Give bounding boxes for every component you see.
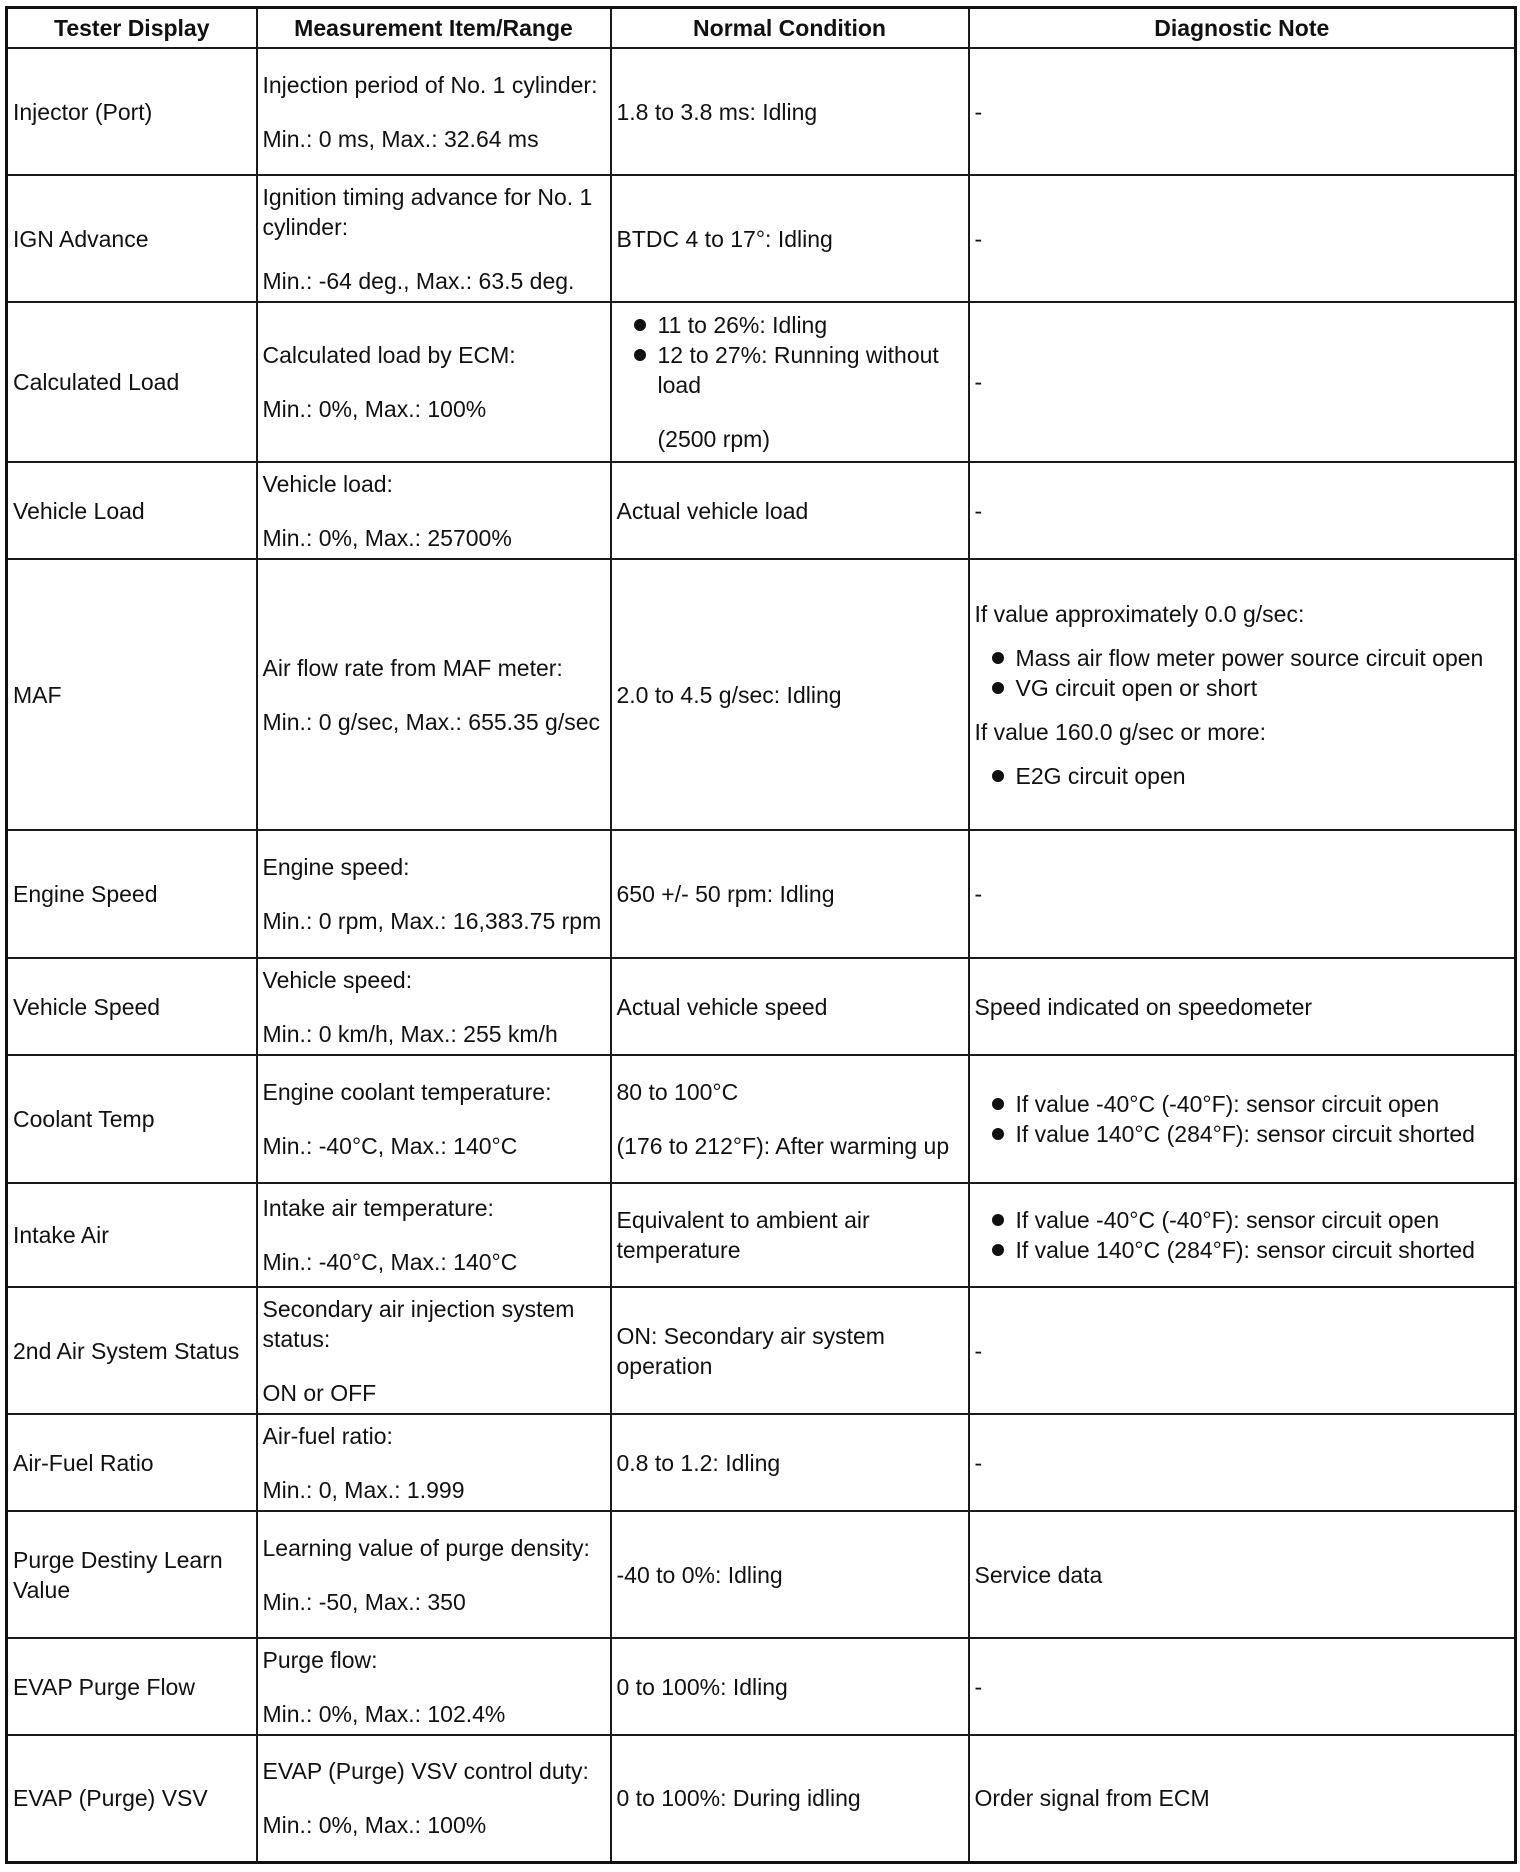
note-intro: If value approximately 0.0 g/sec: <box>974 600 1305 627</box>
note-bullet-list <box>975 643 1510 703</box>
normal-condition-line: 80 to 100°C <box>616 1079 739 1105</box>
list-item: If value -40°C (-40°F): sensor circuit open <box>975 1089 1510 1119</box>
cell-tester-display: Purge Destiny Learn Value <box>7 1511 257 1638</box>
cell-normal-condition: 650 +/- 50 rpm: Idling <box>611 830 969 958</box>
cell-normal-condition <box>611 1055 969 1183</box>
cell-tester-display: Vehicle Speed <box>7 958 257 1055</box>
cell-measurement <box>257 1183 611 1287</box>
cell-diagnostic-note: - <box>969 1414 1516 1511</box>
table-row <box>7 1511 1516 1638</box>
header-tester-display: Tester Display <box>7 8 257 49</box>
measurement-item: Injection period of No. 1 cylinder: <box>262 71 598 98</box>
cell-measurement <box>257 1735 611 1862</box>
measurement-item: Calculated load by ECM: <box>262 342 516 368</box>
note-bullet-list <box>975 761 1510 791</box>
cell-normal-condition: BTDC 4 to 17°: Idling <box>611 175 969 302</box>
measurement-range: Min.: 0%, Max.: 100% <box>262 396 487 422</box>
table-row <box>7 958 1516 1055</box>
cell-normal-condition <box>611 302 969 462</box>
cell-measurement <box>257 48 611 175</box>
header-measurement-item: Measurement Item/Range <box>257 8 611 49</box>
cell-tester-display: MAF <box>7 559 257 830</box>
cell-diagnostic-note <box>969 1183 1516 1287</box>
measurement-range: Min.: 0%, Max.: 102.4% <box>262 1700 506 1727</box>
measurement-item: Engine coolant temperature: <box>262 1079 552 1105</box>
table-row <box>7 302 1516 462</box>
normal-condition-line: (176 to 212°F): After warming up <box>616 1133 950 1159</box>
cell-tester-display: Engine Speed <box>7 830 257 958</box>
list-item: If value 140°C (284°F): sensor circuit shorted <box>975 1235 1510 1265</box>
data-list-table <box>5 6 1517 1864</box>
measurement-item: Vehicle load: <box>262 470 393 497</box>
cell-normal-condition: 2.0 to 4.5 g/sec: Idling <box>611 559 969 830</box>
cell-normal-condition: 0 to 100%: During idling <box>611 1735 969 1862</box>
cell-tester-display: Vehicle Load <box>7 462 257 559</box>
header-normal-condition: Normal Condition <box>611 8 969 49</box>
cell-normal-condition: 1.8 to 3.8 ms: Idling <box>611 48 969 175</box>
table-row <box>7 1183 1516 1287</box>
measurement-range: Min.: 0 rpm, Max.: 16,383.75 rpm <box>262 908 602 934</box>
table-row <box>7 1287 1516 1414</box>
cell-measurement <box>257 1287 611 1414</box>
cell-tester-display: 2nd Air System Status <box>7 1287 257 1414</box>
table-row <box>7 1638 1516 1735</box>
cell-measurement <box>257 1055 611 1183</box>
measurement-range: Min.: 0%, Max.: 100% <box>262 1812 487 1839</box>
cell-tester-display: Coolant Temp <box>7 1055 257 1183</box>
measurement-item: Engine speed: <box>262 854 410 880</box>
cell-measurement <box>257 1511 611 1638</box>
normal-bullet-list <box>617 310 963 400</box>
cell-diagnostic-note: - <box>969 48 1516 175</box>
note-bullet-list <box>975 1089 1510 1149</box>
cell-tester-display: Intake Air <box>7 1183 257 1287</box>
measurement-range: ON or OFF <box>262 1379 377 1406</box>
cell-normal-condition: Equivalent to ambient air temperature <box>611 1183 969 1287</box>
cell-tester-display: Injector (Port) <box>7 48 257 175</box>
list-item: VG circuit open or short <box>975 673 1510 703</box>
measurement-range: Min.: 0 km/h, Max.: 255 km/h <box>262 1020 558 1047</box>
cell-diagnostic-note <box>969 559 1516 830</box>
cell-diagnostic-note: Service data <box>969 1511 1516 1638</box>
normal-condition-extra: (2500 rpm) <box>657 426 770 452</box>
measurement-item: Intake air temperature: <box>262 1195 494 1221</box>
table-row <box>7 830 1516 958</box>
cell-measurement <box>257 302 611 462</box>
cell-normal-condition: ON: Secondary air system operation <box>611 1287 969 1414</box>
measurement-item: Air-fuel ratio: <box>262 1422 393 1449</box>
measurement-range: Min.: 0, Max.: 1.999 <box>262 1476 465 1503</box>
table-row <box>7 1414 1516 1511</box>
list-item: 11 to 26%: Idling <box>617 310 963 340</box>
measurement-item: Ignition timing advance for No. 1 cylinder: <box>262 183 593 240</box>
measurement-range: Min.: -40°C, Max.: 140°C <box>262 1133 518 1159</box>
measurement-range: Min.: 0 ms, Max.: 32.64 ms <box>262 125 539 152</box>
cell-measurement <box>257 958 611 1055</box>
table-row <box>7 462 1516 559</box>
note-bullet-list <box>975 1205 1510 1265</box>
cell-normal-condition: -40 to 0%: Idling <box>611 1511 969 1638</box>
cell-diagnostic-note: - <box>969 462 1516 559</box>
cell-measurement <box>257 559 611 830</box>
cell-diagnostic-note: - <box>969 1638 1516 1735</box>
cell-measurement <box>257 830 611 958</box>
cell-measurement <box>257 175 611 302</box>
cell-normal-condition: Actual vehicle speed <box>611 958 969 1055</box>
measurement-item: Air flow rate from MAF meter: <box>262 654 563 681</box>
cell-normal-condition: Actual vehicle load <box>611 462 969 559</box>
cell-tester-display: EVAP (Purge) VSV <box>7 1735 257 1862</box>
measurement-range: Min.: -40°C, Max.: 140°C <box>262 1249 518 1275</box>
table-row <box>7 48 1516 175</box>
cell-tester-display: EVAP Purge Flow <box>7 1638 257 1735</box>
cell-diagnostic-note: - <box>969 175 1516 302</box>
cell-tester-display: Air-Fuel Ratio <box>7 1414 257 1511</box>
note-intro: If value 160.0 g/sec or more: <box>974 718 1266 745</box>
cell-diagnostic-note: Order signal from ECM <box>969 1735 1516 1862</box>
list-item: If value -40°C (-40°F): sensor circuit open <box>975 1205 1510 1235</box>
cell-diagnostic-note: Speed indicated on speedometer <box>969 958 1516 1055</box>
data-list-table-container <box>5 6 1514 1864</box>
measurement-range: Min.: 0 g/sec, Max.: 655.35 g/sec <box>262 708 600 735</box>
list-item: E2G circuit open <box>975 761 1510 791</box>
cell-diagnostic-note: - <box>969 830 1516 958</box>
cell-normal-condition: 0 to 100%: Idling <box>611 1638 969 1735</box>
cell-measurement <box>257 1638 611 1735</box>
cell-diagnostic-note: - <box>969 1287 1516 1414</box>
table-row <box>7 1055 1516 1183</box>
cell-tester-display: Calculated Load <box>7 302 257 462</box>
header-diagnostic-note: Diagnostic Note <box>969 8 1516 49</box>
list-item: Mass air flow meter power source circuit open <box>975 643 1510 673</box>
table-row <box>7 1735 1516 1862</box>
measurement-range: Min.: -50, Max.: 350 <box>262 1588 466 1615</box>
measurement-item: Purge flow: <box>262 1646 378 1673</box>
cell-normal-condition: 0.8 to 1.2: Idling <box>611 1414 969 1511</box>
measurement-item: Vehicle speed: <box>262 966 413 993</box>
measurement-range: Min.: 0%, Max.: 25700% <box>262 524 512 551</box>
table-row <box>7 559 1516 830</box>
measurement-item: Learning value of purge density: <box>262 1534 590 1561</box>
cell-tester-display: IGN Advance <box>7 175 257 302</box>
table-row <box>7 175 1516 302</box>
cell-diagnostic-note <box>969 1055 1516 1183</box>
header-row <box>7 8 1516 49</box>
cell-measurement <box>257 1414 611 1511</box>
measurement-item: Secondary air injection system status: <box>262 1295 575 1352</box>
cell-measurement <box>257 462 611 559</box>
cell-diagnostic-note: - <box>969 302 1516 462</box>
measurement-item: EVAP (Purge) VSV control duty: <box>262 1758 589 1785</box>
list-item: If value 140°C (284°F): sensor circuit shorted <box>975 1119 1510 1149</box>
list-item: 12 to 27%: Running without load <box>617 340 963 400</box>
measurement-range: Min.: -64 deg., Max.: 63.5 deg. <box>262 267 575 294</box>
